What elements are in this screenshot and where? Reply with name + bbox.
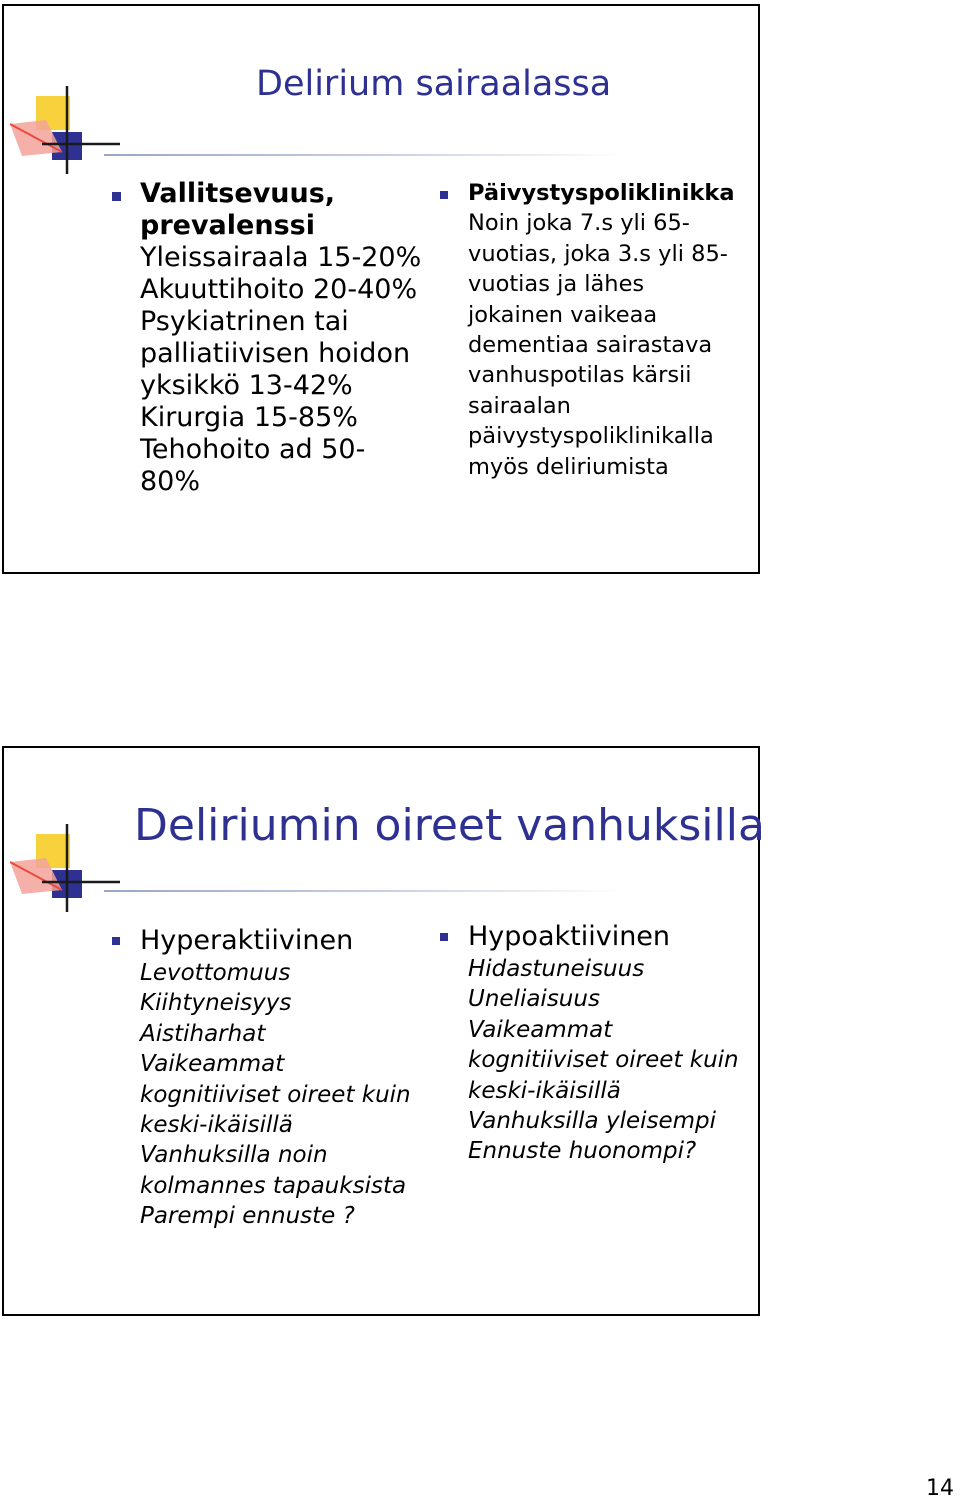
slide-logo-icon xyxy=(10,824,120,914)
text-line: dementiaa sairastava xyxy=(468,332,713,359)
text-line: vuotias ja lähes xyxy=(468,271,645,298)
text-line: Vanhuksilla yleisempi xyxy=(468,1108,717,1135)
text-line: keski-ikäisillä xyxy=(468,1077,621,1104)
bullet-item xyxy=(112,924,432,1232)
text-line: yksikkö 13-42% xyxy=(140,370,353,401)
text-line: sairaalan xyxy=(468,392,571,419)
slide-title: Deliriumin oireet vanhuksilla xyxy=(134,800,765,851)
text-line: Uneliaisuus xyxy=(468,986,600,1013)
bullet-item xyxy=(440,178,760,482)
heading-line: Hyperaktiivinen xyxy=(140,925,354,956)
hyperactive-column xyxy=(112,924,432,1232)
heading-line: Vallitsevuus, xyxy=(140,178,336,209)
emergency-column xyxy=(440,178,760,482)
text-line: Yleissairaala 15-20% xyxy=(140,242,422,273)
text-line: Vaikeammat xyxy=(468,1016,613,1043)
bullet-square-icon xyxy=(440,933,448,941)
title-divider xyxy=(104,154,624,156)
text-line: keski-ikäisillä xyxy=(140,1112,293,1139)
bullet-item xyxy=(440,920,760,1167)
text-line: Kiihtyneisyys xyxy=(140,990,292,1017)
prevalence-column xyxy=(112,178,422,498)
bullet-square-icon xyxy=(112,192,121,201)
text-line: 80% xyxy=(140,466,201,497)
text-line: kognitiiviset oireet kuin xyxy=(140,1081,411,1108)
bullet-square-icon xyxy=(112,937,120,945)
text-line: Psykiatrinen tai xyxy=(140,306,349,337)
slide-2 xyxy=(2,746,765,1316)
slide-title: Delirium sairaalassa xyxy=(256,64,612,104)
page-number: 14 xyxy=(926,1476,954,1501)
bullet-item xyxy=(112,178,422,498)
heading-line: Päivystyspoliklinikka xyxy=(468,180,735,206)
text-line: Noin joka 7.s yli 65- xyxy=(468,210,690,237)
bullet-square-icon xyxy=(440,191,448,199)
text-line: Akuuttihoito 20-40% xyxy=(140,274,418,305)
slide-logo-icon xyxy=(10,86,120,176)
text-line: Vaikeammat xyxy=(140,1051,285,1078)
text-line: kolmannes tapauksista xyxy=(140,1172,407,1199)
hypoactive-column xyxy=(440,920,760,1167)
text-line: palliatiivisen hoidon xyxy=(140,338,411,369)
text-line: jokainen vaikeaa xyxy=(468,301,658,328)
text-line: myös deliriumista xyxy=(468,453,669,480)
text-line: Vanhuksilla noin xyxy=(140,1142,328,1169)
text-line: Tehohoito ad 50- xyxy=(140,434,366,465)
text-line: Hidastuneisuus xyxy=(468,956,645,982)
heading-line: Hypoaktiivinen xyxy=(468,921,671,952)
text-line: Kirurgia 15-85% xyxy=(140,402,358,433)
slide-1 xyxy=(2,4,760,574)
text-line: Ennuste huonompi? xyxy=(468,1138,697,1165)
text-line: kognitiiviset oireet kuin xyxy=(468,1047,739,1074)
text-line: Parempi ennuste ? xyxy=(140,1203,355,1230)
text-line: Aistiharhat xyxy=(140,1020,266,1047)
text-line: päivystyspoliklinikalla xyxy=(468,423,714,450)
heading-line: prevalenssi xyxy=(140,210,315,241)
title-divider xyxy=(104,890,624,892)
text-line: vanhuspotilas kärsii xyxy=(468,362,692,389)
text-line: Levottomuus xyxy=(140,960,291,986)
text-line: vuotias, joka 3.s yli 85- xyxy=(468,240,728,267)
